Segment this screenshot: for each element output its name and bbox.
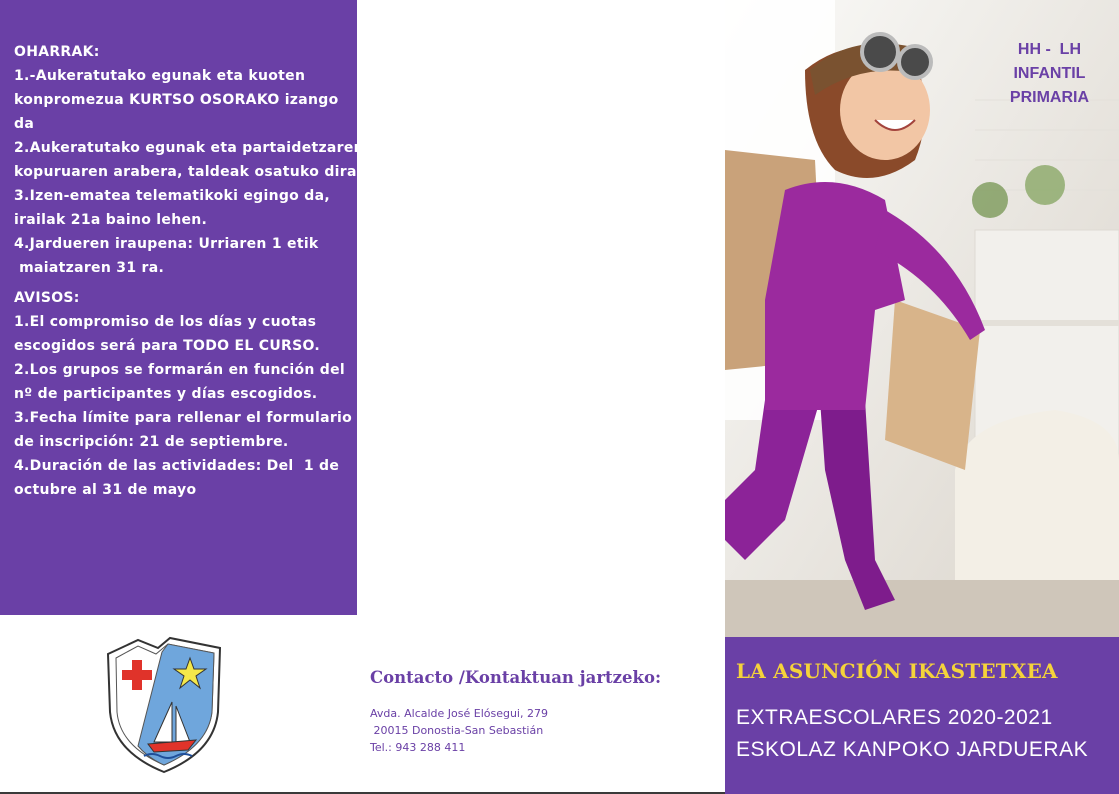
contact-title: Contacto /Kontaktuan jartzeko:	[370, 668, 662, 687]
note-line-eu: 3.Izen-ematea telematikoki egingo da,	[14, 188, 330, 204]
contact-section	[370, 668, 715, 756]
note-line-es: 3.Fecha límite para rellenar el formulario	[14, 410, 353, 426]
levels-line3: PRIMARIA	[1009, 89, 1089, 106]
note-line-es: 1.El compromiso de los días y cuotas	[14, 314, 317, 330]
levels-line1: HH - LH	[1017, 41, 1081, 58]
school-name: LA ASUNCIÓN IKASTETXEA	[736, 659, 1058, 683]
education-levels	[1010, 38, 1089, 110]
contact-address-line2: 20015 Donostia-San Sebastián	[370, 724, 544, 737]
subtitle-eu: ESKOLAZ KANPOKO JARDUERAK	[736, 738, 1089, 761]
school-crest-icon	[100, 632, 230, 777]
hero-photo	[725, 0, 1119, 637]
note-line-es: de inscripción: 21 de septiembre.	[14, 434, 289, 450]
note-line-es: escogidos será para TODO EL CURSO.	[14, 338, 320, 354]
note-line-eu: 2.Aukeratutako egunak eta partaidetzaren	[14, 140, 364, 156]
notes-heading-es: AVISOS:	[14, 290, 80, 306]
note-line-es: octubre al 31 de mayo	[14, 482, 197, 498]
note-line-eu: kopuruaren arabera, taldeak osatuko dira.	[14, 164, 363, 180]
title-band	[725, 637, 1119, 794]
levels-line2: INFANTIL	[1013, 65, 1086, 82]
notes-heading-eu: OHARRAK:	[14, 44, 100, 60]
note-line-eu: konpromezua KURTSO OSORAKO izango	[14, 92, 339, 108]
note-line-es: 4.Duración de las actividades: Del 1 de	[14, 458, 340, 474]
note-line-eu: da	[14, 116, 35, 132]
subtitle-es: EXTRAESCOLARES 2020-2021	[736, 706, 1053, 729]
note-line-eu: 1.-Aukeratutako egunak eta kuoten	[14, 68, 306, 84]
note-line-es: 2.Los grupos se formarán en función del	[14, 362, 346, 378]
contact-phone: Tel.: 943 288 411	[370, 741, 466, 754]
note-line-es: nº de participantes y días escogidos.	[14, 386, 318, 402]
note-line-eu: 4.Jardueren iraupena: Urriaren 1 etik	[14, 236, 319, 252]
notes-panel	[0, 0, 364, 615]
note-line-eu: maiatzaren 31 ra.	[14, 260, 165, 276]
note-line-eu: irailak 21a baino lehen.	[14, 212, 208, 228]
contact-address-line1: Avda. Alcalde José Elósegui, 279	[370, 707, 548, 720]
